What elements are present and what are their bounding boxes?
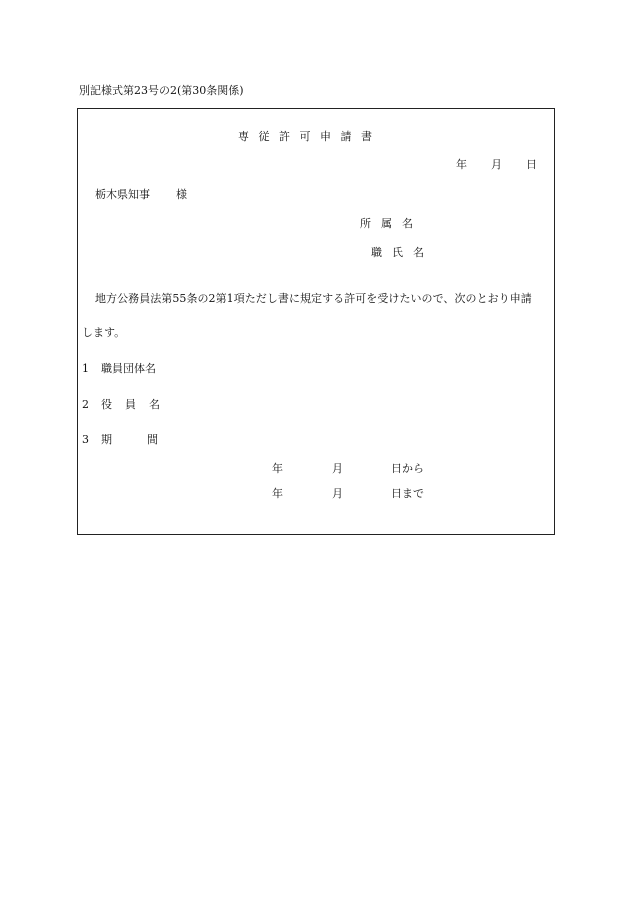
list-item-organization xyxy=(82,362,156,376)
period-from-day: 日から xyxy=(391,462,424,475)
list-item-label: 役員名 xyxy=(101,398,173,411)
addressee-honorific: 様 xyxy=(176,188,187,201)
list-item-number: 1 xyxy=(82,362,89,375)
addressee-name: 栃木県知事 xyxy=(95,188,150,201)
list-item-officer xyxy=(82,398,173,412)
list-item-number: 2 xyxy=(82,398,89,411)
period-from-month: 月 xyxy=(332,462,343,475)
period-to-month: 月 xyxy=(332,487,343,500)
period-from-year: 年 xyxy=(272,462,283,475)
period-to-day: 日まで xyxy=(391,487,424,500)
form-title: 専従許可申請書 xyxy=(238,130,382,143)
list-item-period xyxy=(82,433,193,447)
body-text-line-1: 地方公務員法第55条の2第1項ただし書に規定する許可を受けたいので、次のとおり申請 xyxy=(95,292,532,305)
form-heading: 別記様式第23号の2(第30条関係) xyxy=(79,84,244,97)
date-day-label: 日 xyxy=(526,158,537,171)
date-month-label: 月 xyxy=(491,158,502,171)
date-line xyxy=(456,158,537,172)
period-to-year: 年 xyxy=(272,487,283,500)
affiliation-label: 所属名 xyxy=(360,217,423,230)
name-label: 職氏名 xyxy=(371,246,434,259)
period-to-row xyxy=(272,487,424,501)
list-item-label: 職員団体名 xyxy=(101,362,156,375)
list-item-number: 3 xyxy=(82,433,89,446)
list-item-label: 期間 xyxy=(101,433,193,446)
body-text-line-2: します。 xyxy=(82,326,126,339)
addressee-line xyxy=(95,188,187,202)
period-from-row xyxy=(272,462,424,476)
date-year-label: 年 xyxy=(456,158,467,171)
